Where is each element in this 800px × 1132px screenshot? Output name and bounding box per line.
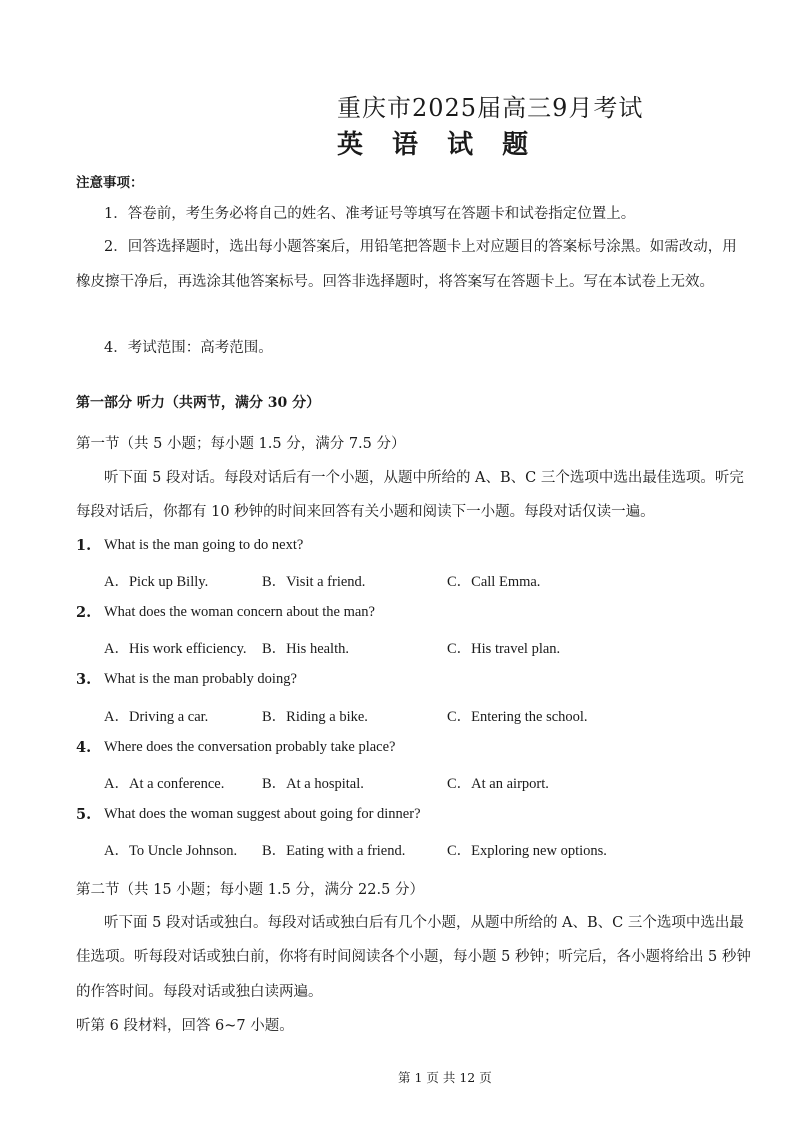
page-number: 第 1 页 共 12 页 — [398, 1070, 492, 1085]
question-number: 5. — [76, 806, 92, 823]
question-number: 3. — [76, 671, 92, 688]
option-c: C．His travel plan. — [447, 641, 561, 657]
question-number: 2. — [76, 604, 92, 621]
section2-heading: 第二节（共 15 小题；每小题 1.5 分，满分 22.5 分） — [76, 882, 424, 898]
exam-subtitle: 英 语 试 题 — [337, 130, 539, 160]
section2-instruction-line-1: 听下面 5 段对话或独白。每段对话或独白后有几个小题，从题中所给的 A、B、C 三个选项中选出最 — [104, 915, 744, 931]
notice-item-4: 4．考试范围：高考范围。 — [104, 340, 273, 356]
option-c: C．Exploring new options. — [447, 843, 607, 859]
question-text: What is the man probably doing? — [104, 671, 297, 687]
question-text: What does the woman suggest about going for dinner? — [104, 806, 421, 822]
question-text: What does the woman concern about the man? — [104, 604, 375, 620]
option-b: B．His health. — [262, 641, 349, 657]
option-a: A．Driving a car. — [104, 709, 209, 725]
option-a: A．Pick up Billy. — [104, 574, 209, 590]
section2-material-note: 听第 6 段材料，回答 6~7 小题。 — [76, 1018, 294, 1034]
notice-item-1: 1．答卷前，考生务必将自己的姓名、准考证号等填写在答题卡和试卷指定位置上。 — [104, 206, 636, 222]
option-c: C．Call Emma. — [447, 574, 541, 590]
section1-instruction-line-2: 每段对话后，你都有 10 秒钟的时间来回答有关小题和阅读下一小题。每段对话仅读一遍。 — [76, 504, 655, 520]
option-b: B．Visit a friend. — [262, 574, 366, 590]
option-a: A．His work efficiency. — [104, 641, 247, 657]
part1-heading: 第一部分 听力（共两节，满分 30 分） — [76, 395, 321, 411]
option-c: C．At an airport. — [447, 776, 549, 792]
option-b: B．Riding a bike. — [262, 709, 368, 725]
section2-instruction-line-3: 的作答时间。每段对话或独白读两遍。 — [76, 984, 323, 1000]
notice-item-2-line-2: 橡皮擦干净后，再选涂其他答案标号。回答非选择题时，将答案写在答题卡上。写在本试卷上无效。 — [76, 274, 714, 290]
option-a: A．To Uncle Johnson. — [104, 843, 238, 859]
question-text: What is the man going to do next? — [104, 537, 304, 553]
section2-instruction-line-2: 佳选项。听每段对话或独白前，你将有时间阅读各个小题，每小题 5 秒钟；听完后，各小题将给出 5 秒钟 — [76, 949, 751, 965]
question-number: 4. — [76, 739, 92, 756]
notice-item-2-line-1: 2．回答选择题时，选出每小题答案后，用铅笔把答题卡上对应题目的答案标号涂黑。如需改动，用 — [104, 239, 737, 255]
section1-instruction-line-1: 听下面 5 段对话。每段对话后有一个小题，从题中所给的 A、B、C 三个选项中选出最佳选项。听完 — [104, 470, 744, 486]
exam-title: 重庆市2025届高三9月考试 — [337, 94, 644, 122]
question-text: Where does the conversation probably take place? — [104, 739, 396, 755]
option-a: A．At a conference. — [104, 776, 225, 792]
option-b: B．At a hospital. — [262, 776, 364, 792]
question-number: 1. — [76, 537, 92, 554]
notice-heading: 注意事项： — [76, 175, 144, 191]
section1-heading: 第一节（共 5 小题；每小题 1.5 分，满分 7.5 分） — [76, 436, 406, 452]
option-c: C．Entering the school. — [447, 709, 588, 725]
option-b: B．Eating with a friend. — [262, 843, 406, 859]
